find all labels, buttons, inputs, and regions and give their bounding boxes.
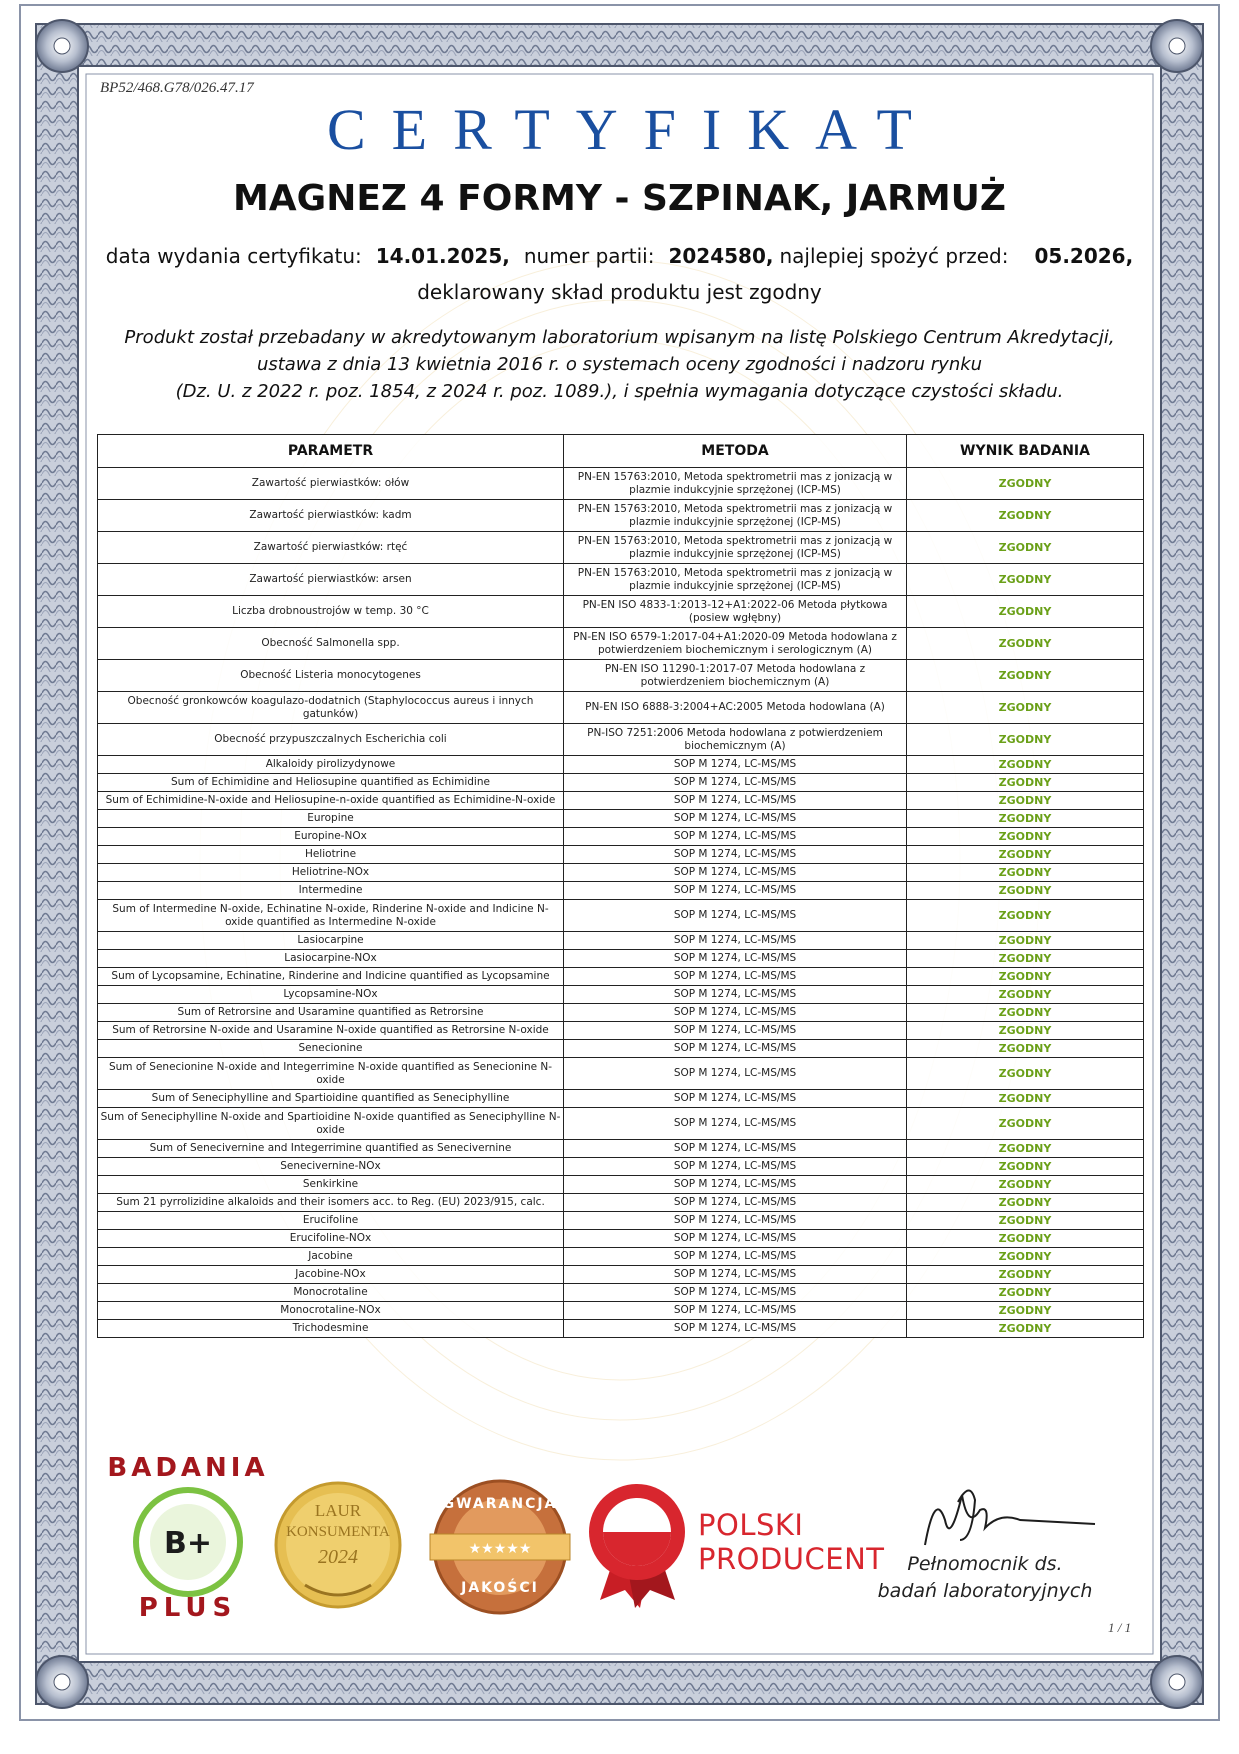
description-line: Produkt został przebadany w akredytowanym laboratorium wpisanym na listę Polskiego Centrum Akredytacji, [124,327,1115,348]
cell-result: ZGODNY [907,950,1144,968]
cell-result: ZGODNY [907,628,1144,660]
cell-parameter: Europine [98,810,564,828]
cell-parameter: Monocrotaline-NOx [98,1302,564,1320]
cell-method: SOP M 1274, LC-MS/MS [564,1230,907,1248]
cell-parameter: Erucifoline-NOx [98,1230,564,1248]
table-row [98,810,1144,828]
cell-result: ZGODNY [907,986,1144,1004]
cell-parameter: Jacobine [98,1248,564,1266]
cell-method: SOP M 1274, LC-MS/MS [564,1248,907,1266]
table-row [98,900,1144,932]
cell-result: ZGODNY [907,1230,1144,1248]
document-reference: BP52/468.G78/026.47.17 [100,80,254,96]
cell-method: PN-EN 15763:2010, Metoda spektrometrii mas z jonizacją w plazmie indukcyjnie sprzężonej (ICP-MS) [564,564,907,596]
cell-result: ZGODNY [907,1040,1144,1058]
gwarancja-bottom: JAKOŚCI [461,1580,539,1596]
cell-result: ZGODNY [907,774,1144,792]
cell-result: ZGODNY [907,1058,1144,1090]
cell-method: SOP M 1274, LC-MS/MS [564,1040,907,1058]
table-row [98,1302,1144,1320]
table-row [98,1230,1144,1248]
cell-parameter: Lasiocarpine-NOx [98,950,564,968]
results-table [97,434,1144,1338]
cell-result: ZGODNY [907,692,1144,724]
cell-result: ZGODNY [907,1320,1144,1338]
table-row [98,1004,1144,1022]
cell-result: ZGODNY [907,932,1144,950]
best-before-date: 05.2026, [1034,244,1134,268]
polski-producent-logo [589,1484,685,1608]
cell-result: ZGODNY [907,1108,1144,1140]
cell-method: SOP M 1274, LC-MS/MS [564,882,907,900]
cell-parameter: Sum of Seneciphylline and Spartioidine quantified as Seneciphylline [98,1090,564,1108]
cell-method: PN-EN ISO 11290-1:2017-07 Metoda hodowlana z potwierdzeniem biochemicznym (A) [564,660,907,692]
cell-method: SOP M 1274, LC-MS/MS [564,1108,907,1140]
table-row [98,986,1144,1004]
cell-result: ZGODNY [907,1158,1144,1176]
cell-parameter: Zawartość pierwiastków: rtęć [98,532,564,564]
cell-method: SOP M 1274, LC-MS/MS [564,1140,907,1158]
cell-result: ZGODNY [907,792,1144,810]
cell-parameter: Obecność Salmonella spp. [98,628,564,660]
cell-result: ZGODNY [907,810,1144,828]
table-row [98,532,1144,564]
cell-result: ZGODNY [907,1284,1144,1302]
table-row [98,950,1144,968]
table-row [98,756,1144,774]
cell-parameter: Monocrotaline [98,1284,564,1302]
certificate-title: CERTYFIKAT [327,97,938,162]
cell-parameter: Sum of Seneciphylline N-oxide and Spartioidine N-oxide quantified as Seneciphylline N-oxide [98,1108,564,1140]
table-row [98,1212,1144,1230]
cell-result: ZGODNY [907,660,1144,692]
cell-result: ZGODNY [907,596,1144,628]
cell-result: ZGODNY [907,1022,1144,1040]
cell-result: ZGODNY [907,864,1144,882]
cell-result: ZGODNY [907,468,1144,500]
signature-mark [925,1490,1095,1545]
cell-parameter: Jacobine-NOx [98,1266,564,1284]
cell-result: ZGODNY [907,532,1144,564]
cell-method: SOP M 1274, LC-MS/MS [564,810,907,828]
table-row [98,1090,1144,1108]
cell-parameter: Lycopsamine-NOx [98,986,564,1004]
cell-parameter: Obecność Listeria monocytogenes [98,660,564,692]
cell-method: PN-EN ISO 6579-1:2017-04+A1:2020-09 Metoda hodowlana z potwierdzeniem biochemicznym i serologicznym (A) [564,628,907,660]
cell-method: SOP M 1274, LC-MS/MS [564,1320,907,1338]
signatory-title [860,1551,1110,1605]
badania-plus-center: B+ [163,1526,213,1561]
header-parameter: PARAMETR [98,435,564,468]
cell-method: SOP M 1274, LC-MS/MS [564,950,907,968]
cell-parameter: Zawartość pierwiastków: ołów [98,468,564,500]
cell-method: SOP M 1274, LC-MS/MS [564,1090,907,1108]
cell-method: SOP M 1274, LC-MS/MS [564,756,907,774]
cell-method: SOP M 1274, LC-MS/MS [564,774,907,792]
cell-result: ZGODNY [907,1140,1144,1158]
table-row [98,596,1144,628]
cell-method: SOP M 1274, LC-MS/MS [564,1212,907,1230]
table-row [98,1194,1144,1212]
cell-parameter: Obecność gronkowców koagulazo-dodatnich (Staphylococcus aureus i innych gatunków) [98,692,564,724]
best-before-label: najlepiej spożyć przed: [779,244,1009,268]
table-row [98,1266,1144,1284]
cell-result: ZGODNY [907,968,1144,986]
cell-result: ZGODNY [907,828,1144,846]
cell-method: SOP M 1274, LC-MS/MS [564,932,907,950]
cell-method: SOP M 1274, LC-MS/MS [564,986,907,1004]
table-row [98,1022,1144,1040]
table-row [98,1284,1144,1302]
cell-result: ZGODNY [907,756,1144,774]
cell-parameter: Sum of Retrorsine and Usaramine quantified as Retrorsine [98,1004,564,1022]
declaration-text: deklarowany skład produktu jest zgodny [417,280,822,304]
cell-parameter: Erucifoline [98,1212,564,1230]
table-row [98,1058,1144,1090]
cell-result: ZGODNY [907,500,1144,532]
table-row [98,882,1144,900]
table-row [98,1158,1144,1176]
cell-parameter: Heliotrine [98,846,564,864]
cell-result: ZGODNY [907,1194,1144,1212]
header-method: METODA [564,435,907,468]
table-row [98,846,1144,864]
table-row [98,564,1144,596]
cell-parameter: Alkaloidy pirolizydynowe [98,756,564,774]
cell-method: SOP M 1274, LC-MS/MS [564,1058,907,1090]
issue-date-label: data wydania certyfikatu: [105,244,362,268]
table-row [98,1108,1144,1140]
cell-parameter: Trichodesmine [98,1320,564,1338]
cell-method: PN-ISO 7251:2006 Metoda hodowlana z potwierdzeniem biochemicznym (A) [564,724,907,756]
cell-method: SOP M 1274, LC-MS/MS [564,1022,907,1040]
cell-method: SOP M 1274, LC-MS/MS [564,1158,907,1176]
cell-method: SOP M 1274, LC-MS/MS [564,792,907,810]
table-row [98,774,1144,792]
cell-parameter: Zawartość pierwiastków: kadm [98,500,564,532]
cell-method: SOP M 1274, LC-MS/MS [564,1284,907,1302]
cell-parameter: Senkirkine [98,1176,564,1194]
cell-result: ZGODNY [907,1302,1144,1320]
description-line: ustawa z dnia 13 kwietnia 2016 r. o systemach oceny zgodności i nadzoru rynku [256,354,983,375]
table-row [98,864,1144,882]
laur-year: 2024 [318,1546,358,1568]
signatory-line: badań laboratoryjnych [877,1580,1093,1602]
cell-parameter: Sum of Lycopsamine, Echinatine, Rinderine and Indicine quantified as Lycopsamine [98,968,564,986]
cell-method: SOP M 1274, LC-MS/MS [564,828,907,846]
badania-plus-top: BADANIA [107,1453,269,1483]
cell-method: PN-EN ISO 6888-3:2004+AC:2005 Metoda hodowlana (A) [564,692,907,724]
cell-parameter: Lasiocarpine [98,932,564,950]
laur-line2: KONSUMENTA [286,1524,390,1540]
table-row [98,628,1144,660]
table-row [98,1176,1144,1194]
cell-parameter: Zawartość pierwiastków: arsen [98,564,564,596]
badania-plus-bottom: PLUS [138,1593,238,1623]
description-line: (Dz. U. z 2022 r. poz. 1854, z 2024 r. poz. 1089.), i spełnia wymagania dotyczące czystości składu. [175,381,1064,402]
cell-parameter: Sum of Senecionine N-oxide and Integerrimine N-oxide quantified as Senecionine N-oxide [98,1058,564,1090]
table-row [98,968,1144,986]
cell-method: SOP M 1274, LC-MS/MS [564,1194,907,1212]
cell-parameter: Sum of Intermedine N-oxide, Echinatine N-oxide, Rinderine N-oxide and Indicine N-oxide quantified as Intermedine N-oxide [98,900,564,932]
table-row [98,500,1144,532]
cell-method: SOP M 1274, LC-MS/MS [564,1176,907,1194]
cell-parameter: Sum of Senecivernine and Integerrimine quantified as Senecivernine [98,1140,564,1158]
producent-line: PRODUCENT [698,1542,885,1576]
cell-method: PN-EN 15763:2010, Metoda spektrometrii mas z jonizacją w plazmie indukcyjnie sprzężonej (ICP-MS) [564,532,907,564]
accreditation-description [120,324,1119,405]
cell-parameter: Obecność przypuszczalnych Escherichia coli [98,724,564,756]
product-name: MAGNEZ 4 FORMY - SZPINAK, JARMUŻ [232,178,1007,219]
table-row [98,932,1144,950]
polski-producent-text [698,1508,885,1576]
cell-result: ZGODNY [907,724,1144,756]
cell-method: PN-EN 15763:2010, Metoda spektrometrii mas z jonizacją w plazmie indukcyjnie sprzężonej (ICP-MS) [564,468,907,500]
laur-line1: LAUR [314,1501,362,1520]
cell-parameter: Sum 21 pyrrolizidine alkaloids and their isomers acc. to Reg. (EU) 2023/915, calc. [98,1194,564,1212]
table-row [98,692,1144,724]
table-row [98,1140,1144,1158]
cell-result: ZGODNY [907,1090,1144,1108]
cell-result: ZGODNY [907,900,1144,932]
gwarancja-top: GWARANCJA [442,1496,558,1512]
certificate-info-line [0,244,1239,268]
cell-result: ZGODNY [907,882,1144,900]
cell-result: ZGODNY [907,1248,1144,1266]
table-row [98,468,1144,500]
cell-parameter: Senecivernine-NOx [98,1158,564,1176]
batch-number: 2024580, [668,244,774,268]
cell-result: ZGODNY [907,1212,1144,1230]
cell-parameter: Senecionine [98,1040,564,1058]
cell-parameter: Sum of Echimidine-N-oxide and Heliosupine-n-oxide quantified as Echimidine-N-oxide [98,792,564,810]
cell-method: PN-EN 15763:2010, Metoda spektrometrii mas z jonizacją w plazmie indukcyjnie sprzężonej (ICP-MS) [564,500,907,532]
cell-method: SOP M 1274, LC-MS/MS [564,1004,907,1022]
issue-date: 14.01.2025, [375,244,510,268]
gwarancja-jakosci-logo [430,1481,570,1613]
cell-method: SOP M 1274, LC-MS/MS [564,900,907,932]
cell-parameter: Liczba drobnoustrojów w temp. 30 °C [98,596,564,628]
badania-plus-logo [107,1453,268,1623]
cell-result: ZGODNY [907,1176,1144,1194]
cell-parameter: Intermedine [98,882,564,900]
signatory-line: Pełnomocnik ds. [907,1553,1063,1575]
table-row [98,660,1144,692]
cell-method: SOP M 1274, LC-MS/MS [564,846,907,864]
cell-method: PN-EN ISO 4833-1:2013-12+A1:2022-06 Metoda płytkowa (posiew wgłębny) [564,596,907,628]
cell-method: SOP M 1274, LC-MS/MS [564,864,907,882]
cell-method: SOP M 1274, LC-MS/MS [564,1266,907,1284]
batch-label: numer partii: [523,244,655,268]
cell-method: SOP M 1274, LC-MS/MS [564,968,907,986]
table-header-row [98,435,1144,468]
polski-line: POLSKI [698,1508,804,1542]
cell-result: ZGODNY [907,846,1144,864]
table-row [98,828,1144,846]
gwarancja-stars: ★★★★★ [468,1541,532,1557]
page-number: 1 / 1 [1108,1620,1132,1635]
table-row [98,1248,1144,1266]
cell-result: ZGODNY [907,1266,1144,1284]
cell-parameter: Sum of Retrorsine N-oxide and Usaramine N-oxide quantified as Retrorsine N-oxide [98,1022,564,1040]
table-row [98,1320,1144,1338]
table-row [98,1040,1144,1058]
cell-parameter: Heliotrine-NOx [98,864,564,882]
header-result: WYNIK BADANIA [907,435,1144,468]
cell-parameter: Sum of Echimidine and Heliosupine quantified as Echimidine [98,774,564,792]
laur-konsumenta-logo [276,1483,400,1607]
table-row [98,792,1144,810]
cell-method: SOP M 1274, LC-MS/MS [564,1302,907,1320]
cell-result: ZGODNY [907,564,1144,596]
cell-result: ZGODNY [907,1004,1144,1022]
table-row [98,724,1144,756]
cell-parameter: Europine-NOx [98,828,564,846]
